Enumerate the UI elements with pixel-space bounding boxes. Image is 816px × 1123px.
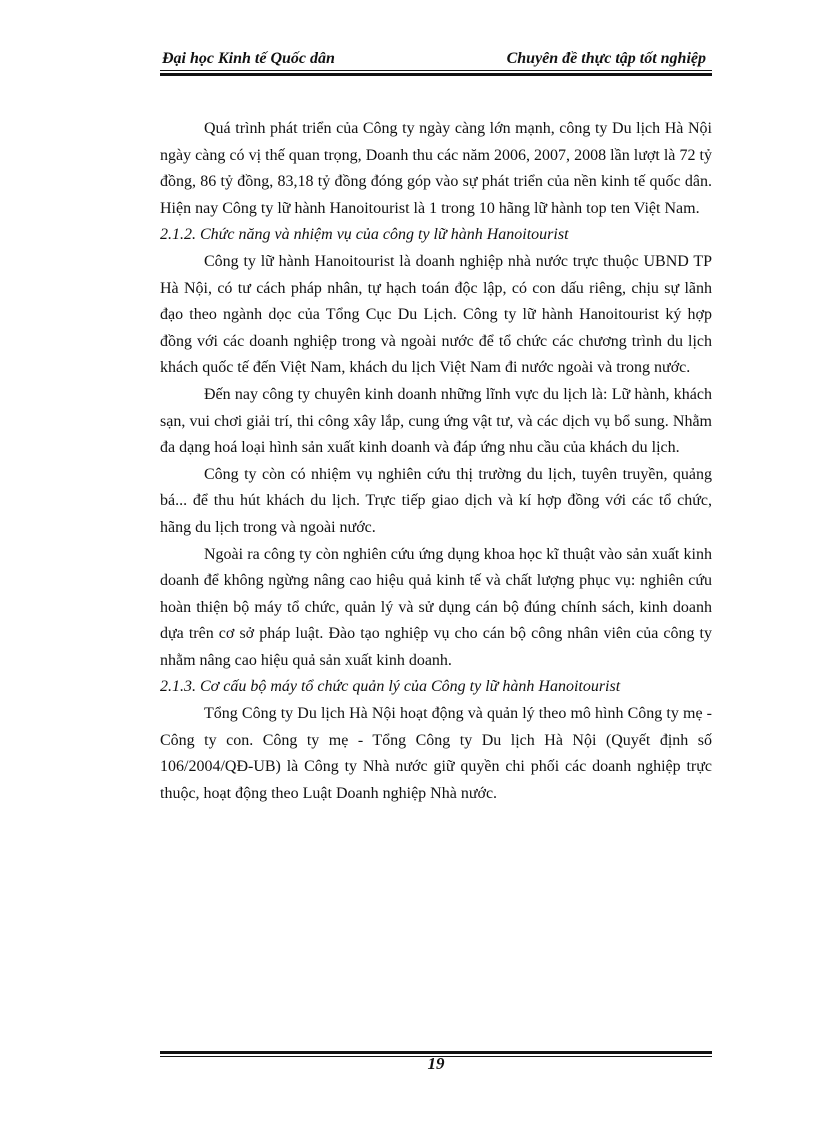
header-document-title: Chuyên đề thực tập tốt nghiệp [506,50,706,67]
section-heading-functions: 2.1.2. Chức năng và nhiệm vụ của công ty lữ hành Hanoitourist [160,226,569,244]
paragraph-company-status: Công ty lữ hành Hanoitourist là doanh nghiệp nhà nước trực thuộc UBND TP Hà Nội, có tư cách pháp nhân, tự hạch toán độc lập, có con dấu riêng, chịu sự lãnh đạo theo ngành dọc của Tổng Cục Du Lịch. Công ty lữ hành Hanoitourist ký hợp đồng với các doanh nghiệp trong và ngoài nước để tổ chức các chương trình du lịch khách quốc tế đến Việt Nam, khách du lịch Việt Nam đi nước ngoài và trong nước. [160,252,712,377]
header-rule-thick [160,73,712,76]
paragraph-parent-company: Tổng Công ty Du lịch Hà Nội hoạt động và quản lý theo mô hình Công ty mẹ - Công ty con. Công ty mẹ - Tổng Công ty Du lịch Hà Nội (Quyết định số 106/2004/QĐ-UB) là Công ty Nhà nước giữ quyền chi phối các doanh nghiệp trực thuộc, hoạt động theo Luật Doanh nghiệp Nhà nước. [160,705,712,802]
header-rule-thin [160,70,712,71]
paragraph-development: Quá trình phát triển của Công ty ngày càng lớn mạnh, công ty Du lịch Hà Nội ngày càng có vị thế quan trọng, Doanh thu các năm 2006, 2007, 2008 lần lượt là 72 tỷ đồng, 86 tỷ đồng, 83,18 tỷ đồng đóng góp vào sự phát triển của nền kinh tế quốc dân. Hiện nay Công ty lữ hành Hanoitourist là 1 trong 10 hãng lữ hành top ten Việt Nam. [160,120,712,217]
paragraph-market-research: Công ty còn có nhiệm vụ nghiên cứu thị trường du lịch, tuyên truyền, quảng bá... để thu hút khách du lịch. Trực tiếp giao dịch và kí hợp đồng với các tổ chức, hãng du lịch trong và ngoài nước. [160,465,712,536]
page-number: 19 [427,1054,445,1073]
paragraph-technology: Ngoài ra công ty còn nghiên cứu ứng dụng khoa học kĩ thuật vào sản xuất kinh doanh để không ngừng nâng cao hiệu quả kinh tế và chất lượng phục vụ: nghiên cứu hoàn thiện bộ máy tổ chức, quản lý và sử dụng cán bộ đúng chính sách, kinh doanh dựa trên cơ sở pháp luật. Đào tạo nghiệp vụ cho cán bộ công nhân viên của công ty nhằm nâng cao hiệu quả sản xuất kinh doanh. [160,545,712,669]
header-university: Đại học Kinh tế Quốc dân [162,50,335,67]
page-header [160,44,712,72]
paragraph-business-fields: Đến nay công ty chuyên kinh doanh những lĩnh vực du lịch là: Lữ hành, khách sạn, vui chơi giải trí, thi công xây lắp, cung ứng vật tư, và các dịch vụ bổ sung. Nhằm đa dạng hoá loại hình sản xuất kinh doanh và đáp ứng nhu cầu của khách du lịch. [160,385,712,457]
page-content [160,116,712,807]
section-heading-structure: 2.1.3. Cơ cấu bộ máy tổ chức quản lý của Công ty lữ hành Hanoitourist [160,678,621,696]
